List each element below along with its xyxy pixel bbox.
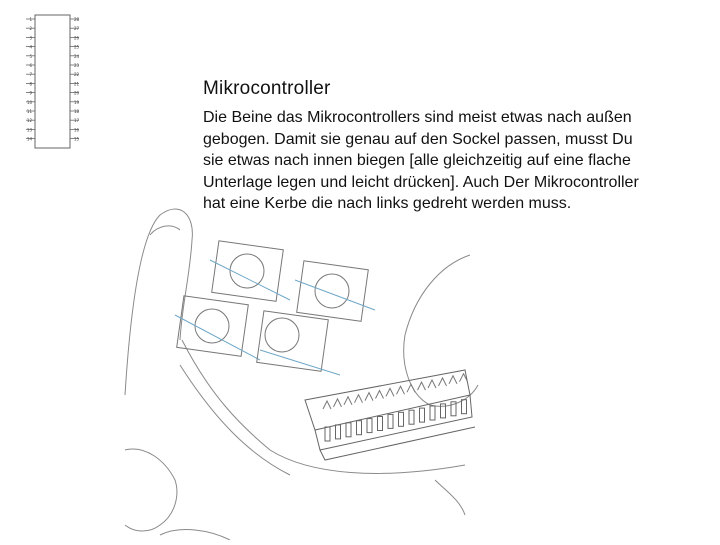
chip-pin-label-left: 11: [26, 109, 32, 114]
socket-pin: [325, 427, 330, 441]
sensor-2-wire: [295, 280, 375, 310]
right-finger: [404, 255, 478, 406]
left-thumb: [125, 209, 192, 395]
chip-pin-label-left: 10: [26, 99, 32, 105]
chip-pin-label-left: 13: [26, 127, 32, 133]
socket-pin: [346, 423, 351, 437]
chip-leg: [323, 401, 331, 409]
chip-leg: [397, 386, 405, 394]
chip-pin-label-left: 14: [26, 136, 32, 142]
chip-pin-label-left: 8: [29, 81, 32, 87]
socket-pin: [409, 410, 414, 424]
chip-pin-label-right: 28: [74, 17, 80, 22]
left-finger-lower: [125, 449, 177, 531]
socket-pin: [462, 400, 467, 414]
chip-pin-label-left: 5: [29, 53, 32, 59]
thumb-nail: [150, 226, 180, 235]
board-edge-lower: [180, 365, 290, 475]
chip-pin-label-left: 1: [29, 17, 32, 22]
chip-leg: [439, 378, 447, 386]
socket-pin: [430, 406, 435, 420]
chip-pin-label-left: 4: [29, 44, 32, 50]
chip-left-pins: [26, 17, 35, 142]
chip-leg: [386, 388, 394, 396]
right-finger-lower: [435, 480, 465, 515]
chip-right-pins: [70, 17, 80, 142]
socket-pin: [357, 421, 362, 435]
chip-pin-label-left: 3: [29, 35, 32, 41]
chip-pin-label-right: 22: [74, 72, 80, 78]
chip-pin-label-right: 16: [74, 127, 80, 133]
body-text: Die Beine das Mikrocontrollers sind meist etwas nach außen gebogen. Damit sie genau auf den Sockel passen, musst Du sie etwas nach innen biegen [alle gleichzeitig auf eine flache Unterlage legen und leicht drücken]. Auch Der Mikrocontroller hat eine Kerbe die nach links gedreht werden muss.: [203, 109, 639, 212]
chip-pinout-svg: [0, 0, 100, 160]
chip-leg: [355, 395, 363, 403]
chip-pin-label-right: 19: [74, 99, 80, 105]
sensor-module-1: [210, 241, 290, 302]
chip-leg: [449, 376, 457, 384]
chip-leg: [428, 380, 436, 388]
chip-pin-label-left: 12: [26, 118, 32, 124]
socket-pin: [399, 412, 404, 426]
chip-pin-label-right: 27: [74, 26, 80, 32]
chip-pin-label-right: 15: [74, 136, 80, 142]
socket-pin: [367, 419, 372, 433]
assembly-illustration: [120, 195, 480, 540]
chip-pin-label-right: 20: [74, 90, 80, 96]
chip-pin-label-right: 17: [74, 118, 80, 124]
chip-pin-label-right: 23: [74, 63, 80, 68]
chip-pin-label-left: 7: [29, 72, 32, 78]
chip-leg: [344, 397, 352, 405]
socket-pin: [388, 414, 393, 428]
chip-pin-label-right: 18: [74, 109, 80, 114]
sensor-4-wire: [260, 350, 340, 375]
left-finger-bottom: [160, 530, 230, 540]
chip-pinout-diagram: [0, 0, 100, 160]
chip-pin-label-right: 21: [74, 81, 80, 87]
chip-pin-label-left: 2: [29, 26, 32, 32]
chip-pin-label-left: 9: [29, 90, 32, 96]
chip-leg: [365, 393, 373, 401]
socket-pin: [378, 417, 383, 431]
chip-pin-label-right: 24: [74, 53, 80, 59]
chip-pin-label-right: 25: [74, 44, 80, 50]
socket-pin: [420, 408, 425, 422]
chip-leg: [334, 399, 342, 407]
chip-body: [35, 15, 70, 148]
socket-pin: [336, 425, 341, 439]
chip-pin-label-left: 6: [29, 63, 32, 68]
chip-leg: [418, 382, 426, 390]
chip-pin-label-right: 26: [74, 35, 80, 41]
sensor-module-2: [295, 261, 375, 322]
chip-leg: [376, 391, 384, 399]
socket-pins: [323, 374, 468, 441]
sensor-module-4: [257, 311, 340, 375]
assembly-line-art: [120, 195, 480, 540]
board-edge-front: [182, 340, 465, 473]
page-title: Mikrocontroller: [203, 78, 331, 99]
